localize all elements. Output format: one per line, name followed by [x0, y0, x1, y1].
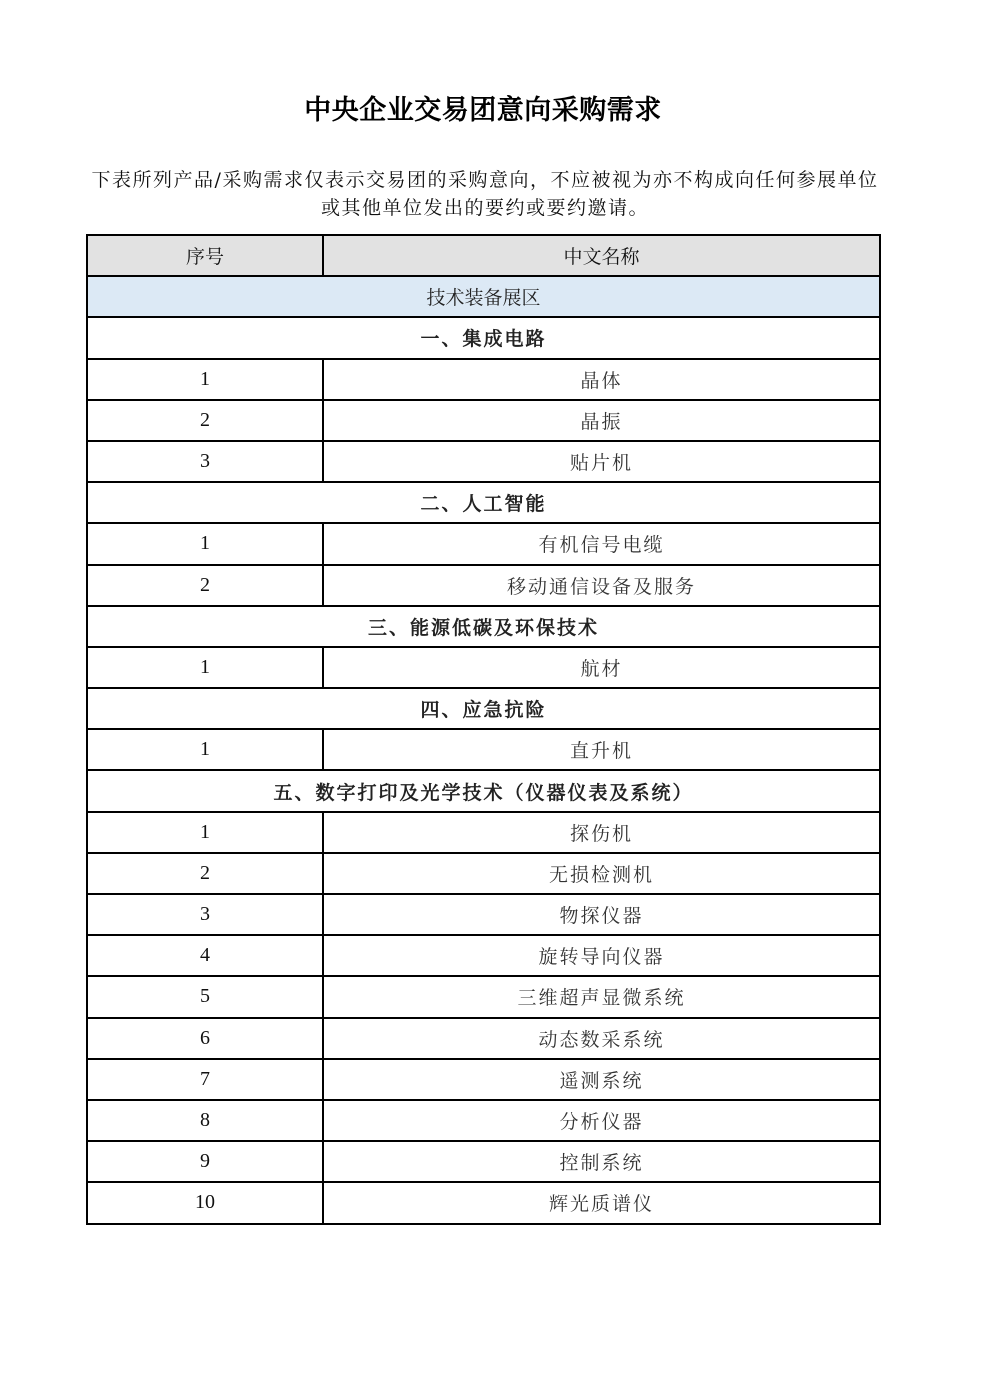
table-row — [87, 359, 880, 400]
table-row — [87, 729, 880, 770]
item-no: 1 — [87, 647, 323, 688]
table-row — [87, 523, 880, 564]
item-no: 2 — [87, 853, 323, 894]
item-name: 动态数采系统 — [323, 1018, 880, 1059]
table-header-row — [87, 235, 880, 276]
item-name: 辉光质谱仪 — [323, 1182, 880, 1223]
zone-row — [87, 276, 880, 317]
item-no: 6 — [87, 1018, 323, 1059]
intro-paragraph: 下表所列产品/采购需求仅表示交易团的采购意向，不应被视为亦不构成向任何参展单位或其他单位发出的要约或要约邀请。 — [91, 169, 879, 219]
item-no: 3 — [87, 894, 323, 935]
item-no: 1 — [87, 812, 323, 853]
category-row — [87, 606, 880, 647]
document-title: 中央企业交易团意向采购需求 — [304, 95, 662, 126]
table-row — [87, 1182, 880, 1223]
table-row — [87, 935, 880, 976]
table-row — [87, 647, 880, 688]
header-no: 序号 — [87, 235, 323, 276]
item-name: 分析仪器 — [323, 1100, 880, 1141]
category-row — [87, 688, 880, 729]
item-no: 1 — [87, 729, 323, 770]
table-row — [87, 976, 880, 1017]
item-no: 3 — [87, 441, 323, 482]
category-title: 四、应急抗险 — [87, 688, 880, 729]
item-name: 航材 — [323, 647, 880, 688]
item-name: 遥测系统 — [323, 1059, 880, 1100]
procurement-table — [86, 234, 881, 1225]
table-row — [87, 812, 880, 853]
item-name: 无损检测机 — [323, 853, 880, 894]
table-row — [87, 565, 880, 606]
item-name: 移动通信设备及服务 — [323, 565, 880, 606]
item-name: 三维超声显微系统 — [323, 976, 880, 1017]
item-no: 8 — [87, 1100, 323, 1141]
table-row — [87, 1059, 880, 1100]
item-no: 2 — [87, 400, 323, 441]
category-title: 二、人工智能 — [87, 482, 880, 523]
category-title: 三、能源低碳及环保技术 — [87, 606, 880, 647]
zone-label: 技术装备展区 — [87, 276, 880, 317]
category-row — [87, 317, 880, 358]
item-no: 7 — [87, 1059, 323, 1100]
table-row — [87, 1018, 880, 1059]
item-no: 2 — [87, 565, 323, 606]
item-name: 直升机 — [323, 729, 880, 770]
item-name: 旋转导向仪器 — [323, 935, 880, 976]
table-row — [87, 894, 880, 935]
item-no: 4 — [87, 935, 323, 976]
category-row — [87, 482, 880, 523]
item-name: 晶振 — [323, 400, 880, 441]
category-row — [87, 770, 880, 811]
table-row — [87, 441, 880, 482]
table-row — [87, 1100, 880, 1141]
item-name: 贴片机 — [323, 441, 880, 482]
category-title: 五、数字打印及光学技术（仪器仪表及系统） — [87, 770, 880, 811]
table-row — [87, 1141, 880, 1182]
item-name: 晶体 — [323, 359, 880, 400]
item-no: 9 — [87, 1141, 323, 1182]
item-name: 物探仪器 — [323, 894, 880, 935]
item-no: 1 — [87, 523, 323, 564]
item-name: 控制系统 — [323, 1141, 880, 1182]
item-no: 5 — [87, 976, 323, 1017]
category-title: 一、集成电路 — [87, 317, 880, 358]
header-name: 中文名称 — [323, 235, 880, 276]
item-no: 10 — [87, 1182, 323, 1223]
item-name: 探伤机 — [323, 812, 880, 853]
table-row — [87, 853, 880, 894]
item-no: 1 — [87, 359, 323, 400]
table-row — [87, 400, 880, 441]
item-name: 有机信号电缆 — [323, 523, 880, 564]
